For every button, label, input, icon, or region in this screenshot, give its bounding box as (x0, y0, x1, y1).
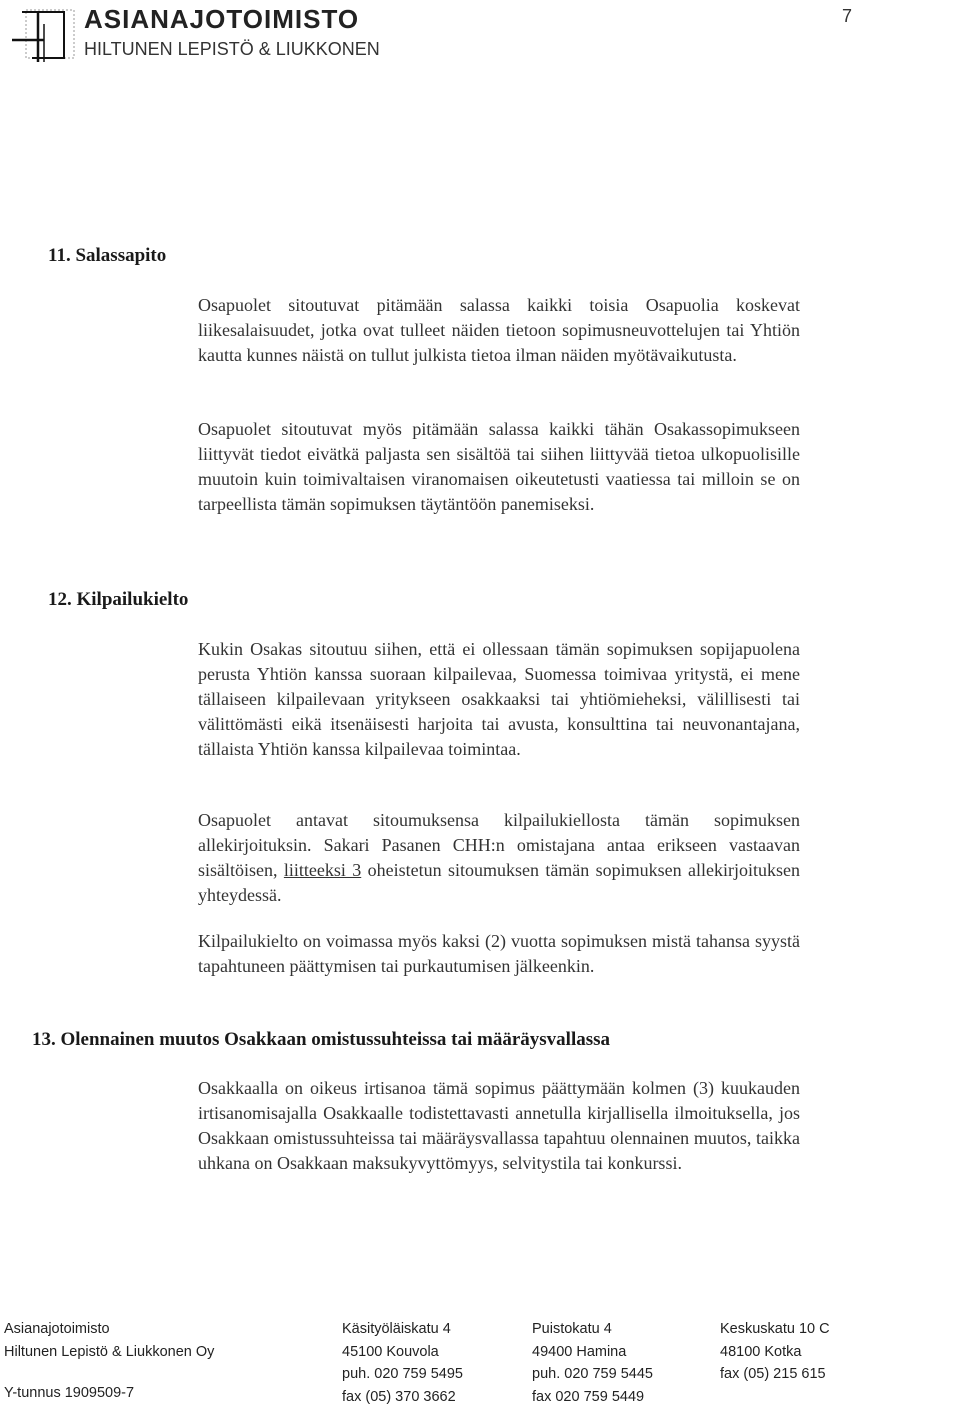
footer-business-id: Y-tunnus 1909509-7 (4, 1385, 135, 1401)
attachment-reference: liitteeksi 3 (283, 860, 362, 880)
paragraph-text: oheistetun sitoumuksen tämän sopimuksen allekirjoituksen yhteydessä. (198, 860, 800, 905)
footer-office-kouvola (342, 1318, 463, 1408)
office-city: 49400 Hamina (532, 1343, 627, 1360)
footer-office-kotka (720, 1318, 830, 1386)
paragraph (198, 808, 800, 908)
office-street: Käsityöläiskatu 4 (342, 1321, 451, 1337)
paragraph: Kilpailukielto on voimassa myös kaksi (2) vuotta sopimuksen mistä tahansa syystä tapahtuneen päättymisen tai purkautumisen jälkeenkin. (198, 931, 800, 976)
firm-name: ASIANAJOTOIMISTO (84, 4, 360, 34)
office-city: 48100 Kotka (720, 1343, 802, 1360)
office-street: Puistokatu 4 (532, 1321, 612, 1337)
section-heading-12: 12. Kilpailukielto (48, 589, 189, 610)
firm-partners: HILTUNEN LEPISTÖ & LIUKKONEN (84, 39, 380, 59)
office-phone: puh. 020 759 5445 (532, 1366, 653, 1382)
footer-company-name: Asianajotoimisto (4, 1321, 110, 1337)
office-fax: fax 020 759 5449 (532, 1388, 645, 1405)
paragraph: Kukin Osakas sitoutuu siihen, että ei ollessaan tämän sopimuksen sopijapuolena perusta Yhtiön kanssa suoraan kilpailevaa, Suomessa toimivaa yritystä, ei mene tällaiseen kilpailevaan yritykseen osakkaaksi tai yhtiömieheksi, välillisesti tai välittömästi eikä itsenäisesti harjoita tai avusta, konsulttina tai neuvonantajana, tällaista Yhtiön kanssa kilpailevaa toimintaa. (198, 639, 800, 759)
footer-office-hamina (532, 1318, 653, 1408)
footer-company-legal-name: Hiltunen Lepistö & Liukkonen Oy (4, 1343, 215, 1360)
section-heading-11: 11. Salassapito (48, 245, 167, 266)
office-phone: puh. 020 759 5495 (342, 1366, 463, 1382)
office-fax: fax (05) 370 3662 (342, 1388, 456, 1405)
paragraph: Osapuolet sitoutuvat pitämään salassa kaikki toisia Osapuolia koskevat liikesalaisuudet, jotka ovat tulleet näiden tietoon sopimusneuvottelujen tai Yhtiön kautta kunnes näistä on tullut julkista tietoa ilman näiden myötävaikutusta. (198, 295, 800, 365)
paragraph: Osapuolet sitoutuvat myös pitämään salassa kaikki tähän Osakassopimukseen liittyvät tiedot eivätkä paljasta sen sisältöä tai siihen liittyvää tietoa ulkopuolisille muutoin kuin toimivaltaisen viranomaisen oikeutetusti vaatiessa tai milloin se on tarpeellista tämän sopimuksen täytäntöön panemiseksi. (198, 419, 800, 514)
office-street: Keskuskatu 10 C (720, 1321, 830, 1337)
office-fax: fax (05) 215 615 (720, 1366, 826, 1382)
firm-logo (4, 2, 84, 66)
footer-company (4, 1318, 214, 1363)
paragraph: Osakkaalla on oikeus irtisanoa tämä sopimus päättymään kolmen (3) kuukauden irtisanomisajalla Osakkaalle todistettavasti annetulla kirjallisella ilmoituksella, jos Osakkaan omistussuhteissa tai määräysvallassa tapahtuu olennainen muutos, taikka uhkana on Osakkaan maksukyvyttömyys, selvitystila tai konkurssi. (198, 1078, 800, 1173)
paragraph-text: Osapuolet antavat sitoumuksensa kilpailukiellosta tämän sopimuksen allekirjoituksin. Sakari Pasanen CHH:n omistajana antaa erikseen vastaavan sisältöisen, (198, 810, 800, 880)
section-heading-13: 13. Olennainen muutos Osakkaan omistussuhteissa tai määräysvallassa (32, 1029, 611, 1050)
page-number: 7 (841, 6, 852, 26)
office-city: 45100 Kouvola (342, 1343, 439, 1360)
